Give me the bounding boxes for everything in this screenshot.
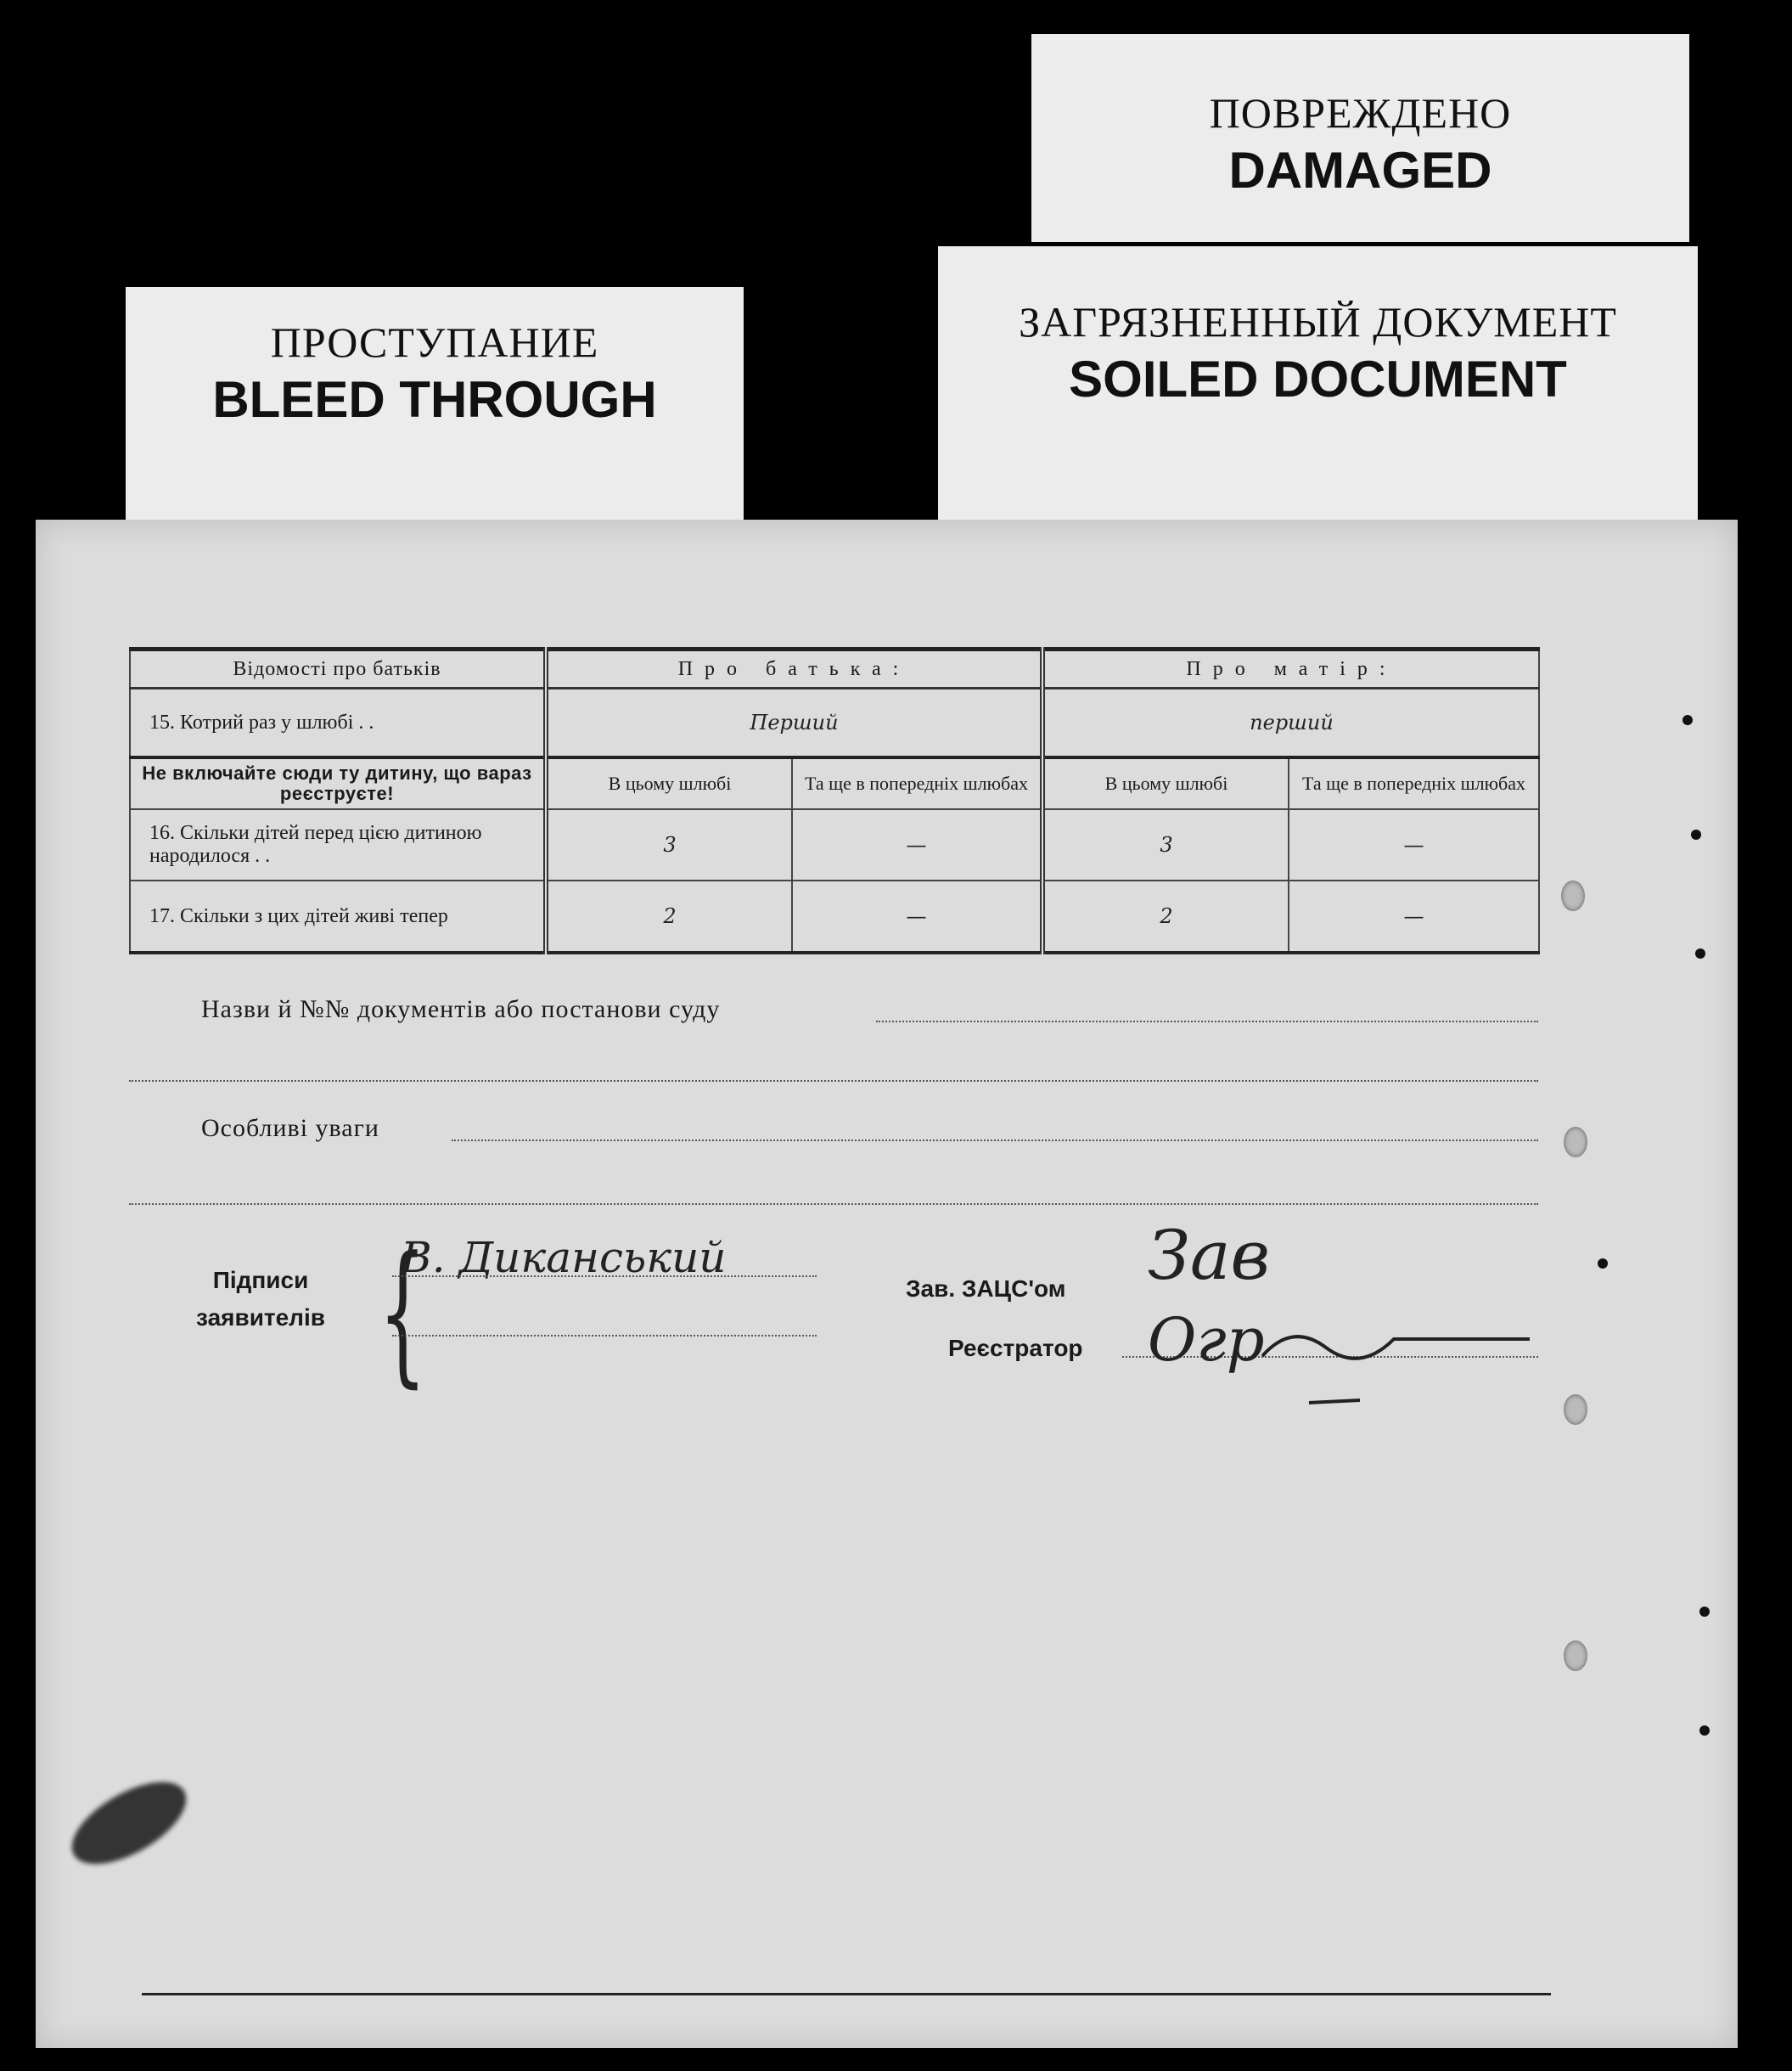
bleed-through-ru: ПРОСТУПАНИЕ	[270, 318, 599, 366]
father-previous-header: Та ще в попередніх шлюбах	[792, 757, 1042, 809]
header-father: Про батька:	[546, 650, 1042, 689]
bleed-through-label	[126, 287, 744, 529]
q15-label: 15. Котрий раз у шлюбі . .	[130, 689, 546, 758]
applicant-sign-line-2	[392, 1335, 817, 1337]
bottom-rule	[142, 1993, 1551, 1995]
notes-label: Особливі уваги	[201, 1114, 379, 1142]
documents-label: Назви й №№ документів або постанови суду	[201, 995, 721, 1023]
q16-father-this: 3	[546, 809, 792, 881]
bleed-through-en: BLEED THROUGH	[212, 371, 657, 428]
father-this-marriage-header: В цьому шлюбі	[546, 757, 792, 809]
registrar-signature: Огр	[1148, 1305, 1265, 1375]
document-sheet	[36, 520, 1738, 2048]
soil-spot	[1699, 1725, 1710, 1736]
table-row	[130, 881, 1539, 953]
table-header-row	[130, 650, 1539, 689]
ink-smudge	[59, 1765, 199, 1881]
binding-hole	[1564, 1127, 1587, 1157]
mother-previous-header: Та ще в попередніх шлюбах	[1289, 757, 1539, 809]
binding-hole	[1561, 881, 1585, 911]
soil-spot	[1598, 1258, 1608, 1269]
damaged-label	[1031, 34, 1689, 242]
q17-mother-this: 2	[1042, 881, 1289, 953]
damaged-ru: ПОВРЕЖДЕНО	[1209, 89, 1512, 137]
brace-glyph: {	[378, 1224, 427, 1402]
q16-mother-this: 3	[1042, 809, 1289, 881]
q17-mother-prev: —	[1289, 881, 1539, 953]
binding-hole	[1564, 1640, 1587, 1671]
table-row	[130, 809, 1539, 881]
q15-father-value: Перший	[546, 689, 1042, 758]
soiled-ru: ЗАГРЯЗНЕННЫЙ ДОКУМЕНТ	[1019, 298, 1617, 346]
header-mother: Про матір:	[1042, 650, 1539, 689]
registrar-label: Реєстратор	[948, 1335, 1083, 1361]
header-parents-info: Відомості про батьків	[130, 650, 546, 689]
soiled-en: SOILED DOCUMENT	[1069, 351, 1567, 408]
soil-spot	[1691, 830, 1701, 840]
soil-spot	[1682, 715, 1693, 725]
soil-spot	[1699, 1607, 1710, 1617]
documents-line-2	[129, 1080, 1538, 1082]
table-row	[130, 689, 1539, 758]
soiled-document-label	[938, 246, 1698, 526]
applicants-signature-label	[184, 1267, 337, 1331]
binding-hole	[1564, 1394, 1587, 1425]
q17-father-this: 2	[546, 881, 792, 953]
registrar-signature-stroke	[1258, 1314, 1538, 1415]
applicants-label-line1: Підписи	[212, 1267, 309, 1293]
damaged-en: DAMAGED	[1228, 142, 1492, 199]
q16-father-prev: —	[792, 809, 1042, 881]
parents-info-table	[129, 647, 1540, 954]
applicant-signature: В. Диканський	[401, 1233, 727, 1282]
soil-spot	[1695, 948, 1705, 959]
mother-this-marriage-header: В цьому шлюбі	[1042, 757, 1289, 809]
q16-mother-prev: —	[1289, 809, 1539, 881]
applicant-sign-line-1	[392, 1275, 817, 1277]
q15-mother-value: перший	[1042, 689, 1539, 758]
notes-line-1	[452, 1140, 1538, 1141]
table-subheader-row	[130, 757, 1539, 809]
q17-father-prev: —	[792, 881, 1042, 953]
q17-label: 17. Скільки з цих дітей живі тепер	[130, 881, 546, 953]
head-signature: Зав	[1148, 1216, 1271, 1295]
documents-line-1	[876, 1021, 1538, 1022]
notes-line-2	[129, 1203, 1538, 1205]
head-registry-label: Зав. ЗАЦС'ом	[906, 1275, 1066, 1302]
q16-label: 16. Скільки дітей перед цією дитиною народилося . .	[130, 809, 546, 881]
applicants-label-line2: заявителів	[196, 1304, 325, 1331]
exclude-child-note: Не включайте сюди ту дитину, що вараз реєструєте!	[130, 757, 546, 809]
